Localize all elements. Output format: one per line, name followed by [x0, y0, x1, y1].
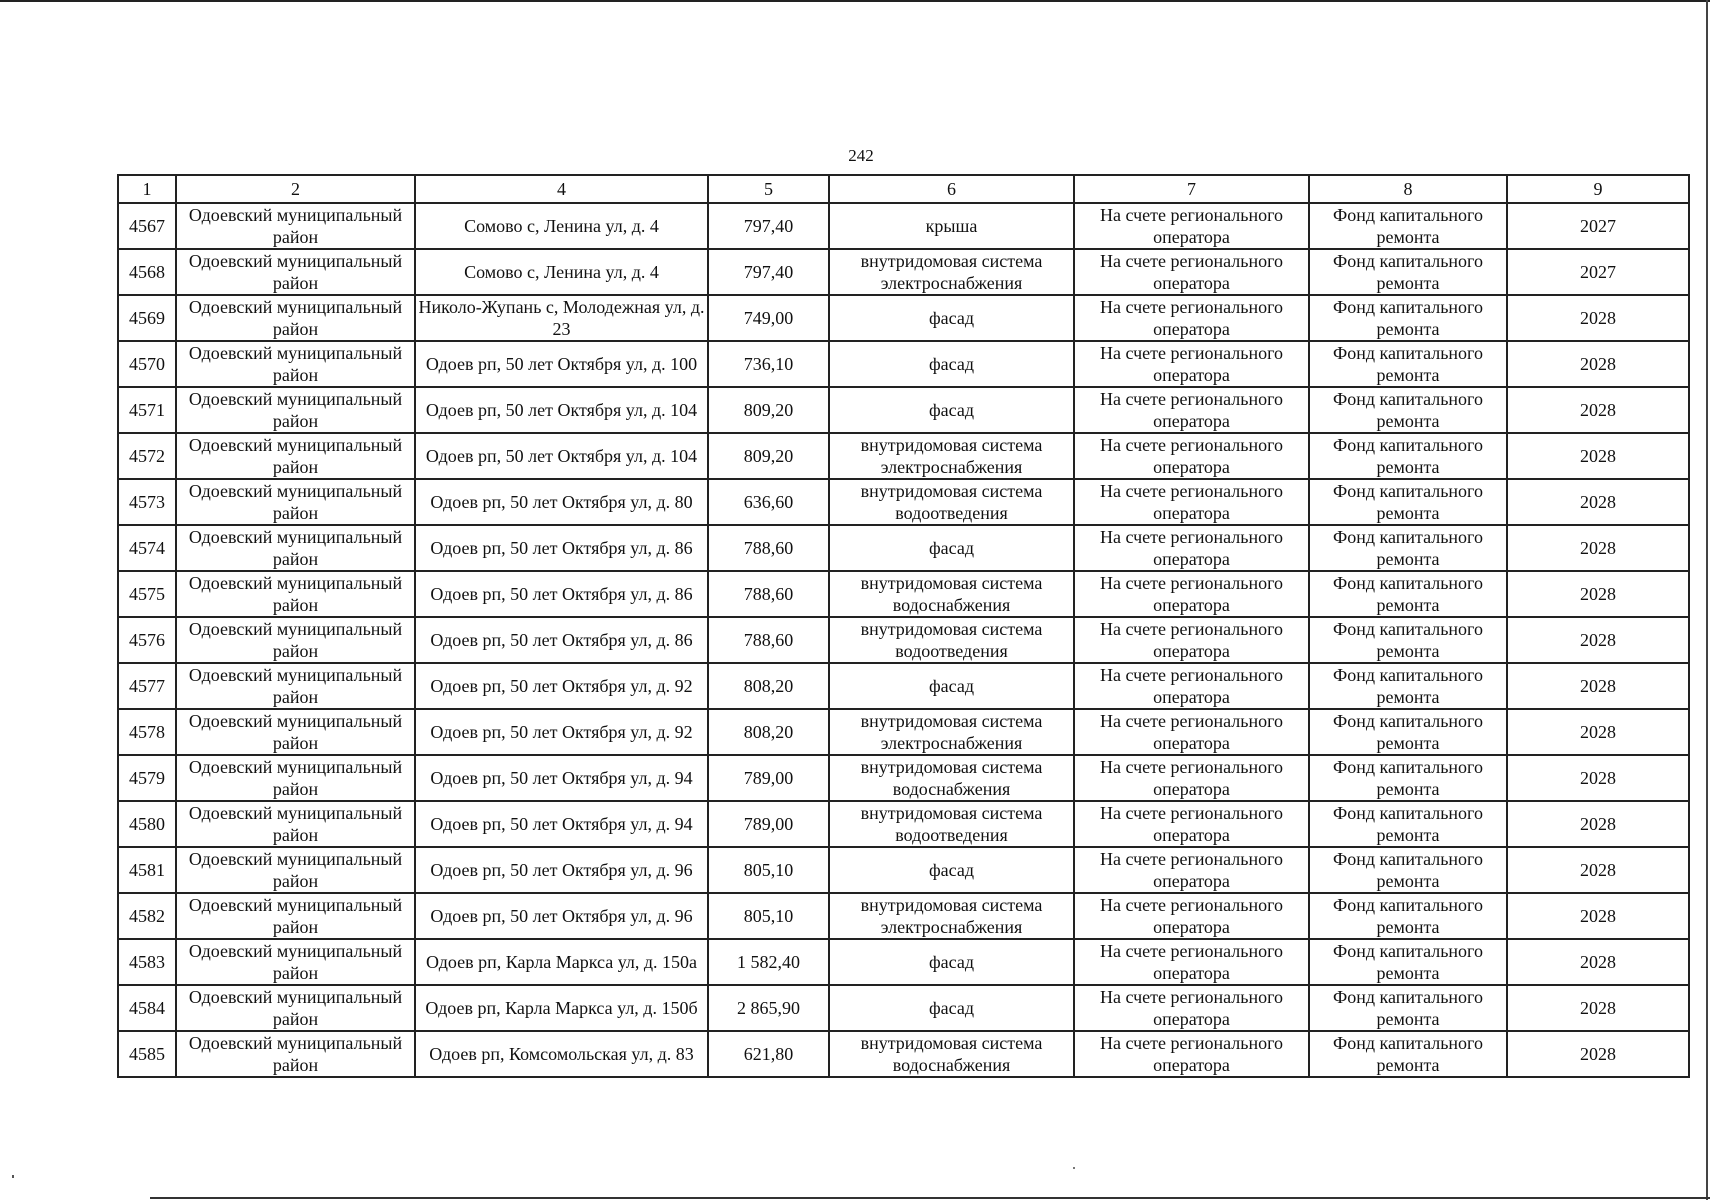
funding-source-cell: Фонд капитального ремонта	[1309, 801, 1507, 847]
municipality-cell: Одоевский муниципальный район	[176, 479, 415, 525]
scan-top-edge	[0, 0, 1710, 2]
table-row	[118, 847, 1689, 893]
address-cell: Одоев рп, 50 лет Октября ул, д. 100	[415, 341, 708, 387]
scan-speck	[1073, 1167, 1075, 1169]
year-cell: 2028	[1507, 801, 1689, 847]
year-cell: 2028	[1507, 709, 1689, 755]
address-cell: Сомово с, Ленина ул, д. 4	[415, 249, 708, 295]
area-cell: 1 582,40	[708, 939, 829, 985]
area-cell: 2 865,90	[708, 985, 829, 1031]
account-method-cell: На счете регионального оператора	[1074, 295, 1309, 341]
work-type-cell: внутридомовая система водоснабжения	[829, 571, 1074, 617]
year-cell: 2028	[1507, 893, 1689, 939]
municipality-cell: Одоевский муниципальный район	[176, 985, 415, 1031]
address-cell: Одоев рп, 50 лет Октября ул, д. 94	[415, 755, 708, 801]
funding-source-cell: Фонд капитального ремонта	[1309, 341, 1507, 387]
year-cell: 2028	[1507, 433, 1689, 479]
account-method-cell: На счете регионального оператора	[1074, 801, 1309, 847]
area-cell: 797,40	[708, 203, 829, 249]
municipality-cell: Одоевский муниципальный район	[176, 663, 415, 709]
area-cell: 805,10	[708, 847, 829, 893]
account-method-cell: На счете регионального оператора	[1074, 893, 1309, 939]
funding-source-cell: Фонд капитального ремонта	[1309, 295, 1507, 341]
row-number-cell: 4578	[118, 709, 176, 755]
municipality-cell: Одоевский муниципальный район	[176, 341, 415, 387]
scan-speck	[12, 1175, 14, 1178]
account-method-cell: На счете регионального оператора	[1074, 847, 1309, 893]
table-row	[118, 663, 1689, 709]
funding-source-cell: Фонд капитального ремонта	[1309, 571, 1507, 617]
column-header: 2	[176, 175, 415, 203]
header-row	[118, 175, 1689, 203]
account-method-cell: На счете регионального оператора	[1074, 525, 1309, 571]
year-cell: 2028	[1507, 571, 1689, 617]
municipality-cell: Одоевский муниципальный район	[176, 847, 415, 893]
table-row	[118, 387, 1689, 433]
column-header: 1	[118, 175, 176, 203]
table-row	[118, 433, 1689, 479]
address-cell: Одоев рп, 50 лет Октября ул, д. 86	[415, 571, 708, 617]
area-cell: 808,20	[708, 709, 829, 755]
work-type-cell: внутридомовая система электроснабжения	[829, 893, 1074, 939]
column-header: 7	[1074, 175, 1309, 203]
area-cell: 788,60	[708, 617, 829, 663]
scan-right-edge	[1706, 0, 1708, 1200]
funding-source-cell: Фонд капитального ремонта	[1309, 525, 1507, 571]
funding-source-cell: Фонд капитального ремонта	[1309, 847, 1507, 893]
table-row	[118, 203, 1689, 249]
municipality-cell: Одоевский муниципальный район	[176, 571, 415, 617]
work-type-cell: фасад	[829, 939, 1074, 985]
row-number-cell: 4576	[118, 617, 176, 663]
work-type-cell: фасад	[829, 341, 1074, 387]
account-method-cell: На счете регионального оператора	[1074, 479, 1309, 525]
municipality-cell: Одоевский муниципальный район	[176, 295, 415, 341]
municipality-cell: Одоевский муниципальный район	[176, 939, 415, 985]
work-type-cell: фасад	[829, 387, 1074, 433]
area-cell: 808,20	[708, 663, 829, 709]
account-method-cell: На счете регионального оператора	[1074, 571, 1309, 617]
scan-bottom-edge	[150, 1197, 1710, 1199]
address-cell: Одоев рп, 50 лет Октября ул, д. 104	[415, 387, 708, 433]
table-row	[118, 617, 1689, 663]
account-method-cell: На счете регионального оператора	[1074, 663, 1309, 709]
row-number-cell: 4583	[118, 939, 176, 985]
work-type-cell: фасад	[829, 985, 1074, 1031]
row-number-cell: 4580	[118, 801, 176, 847]
address-cell: Одоев рп, 50 лет Октября ул, д. 94	[415, 801, 708, 847]
table-row	[118, 1031, 1689, 1077]
work-type-cell: внутридомовая система электроснабжения	[829, 249, 1074, 295]
address-cell: Одоев рп, 50 лет Октября ул, д. 104	[415, 433, 708, 479]
address-cell: Одоев рп, 50 лет Октября ул, д. 96	[415, 847, 708, 893]
year-cell: 2028	[1507, 341, 1689, 387]
work-type-cell: внутридомовая система водоснабжения	[829, 755, 1074, 801]
work-type-cell: внутридомовая система электроснабжения	[829, 709, 1074, 755]
funding-source-cell: Фонд капитального ремонта	[1309, 479, 1507, 525]
work-type-cell: фасад	[829, 663, 1074, 709]
table-row	[118, 341, 1689, 387]
area-cell: 621,80	[708, 1031, 829, 1077]
table-row	[118, 571, 1689, 617]
year-cell: 2028	[1507, 1031, 1689, 1077]
account-method-cell: На счете регионального оператора	[1074, 939, 1309, 985]
funding-source-cell: Фонд капитального ремонта	[1309, 663, 1507, 709]
area-cell: 789,00	[708, 801, 829, 847]
account-method-cell: На счете регионального оператора	[1074, 985, 1309, 1031]
work-type-cell: внутридомовая система водоотведения	[829, 479, 1074, 525]
row-number-cell: 4575	[118, 571, 176, 617]
page-number: 242	[848, 146, 874, 165]
table-row	[118, 985, 1689, 1031]
year-cell: 2028	[1507, 617, 1689, 663]
row-number-cell: 4577	[118, 663, 176, 709]
funding-source-cell: Фонд капитального ремонта	[1309, 617, 1507, 663]
municipality-cell: Одоевский муниципальный район	[176, 893, 415, 939]
work-type-cell: фасад	[829, 295, 1074, 341]
municipality-cell: Одоевский муниципальный район	[176, 249, 415, 295]
table-row	[118, 939, 1689, 985]
municipality-cell: Одоевский муниципальный район	[176, 617, 415, 663]
area-cell: 809,20	[708, 433, 829, 479]
row-number-cell: 4579	[118, 755, 176, 801]
address-cell: Одоев рп, 50 лет Октября ул, д. 92	[415, 663, 708, 709]
area-cell: 797,40	[708, 249, 829, 295]
funding-source-cell: Фонд капитального ремонта	[1309, 203, 1507, 249]
municipality-cell: Одоевский муниципальный район	[176, 203, 415, 249]
area-cell: 788,60	[708, 525, 829, 571]
row-number-cell: 4581	[118, 847, 176, 893]
address-cell: Одоев рп, Комсомольская ул, д. 83	[415, 1031, 708, 1077]
table-row	[118, 801, 1689, 847]
area-cell: 736,10	[708, 341, 829, 387]
row-number-cell: 4582	[118, 893, 176, 939]
row-number-cell: 4570	[118, 341, 176, 387]
row-number-cell: 4567	[118, 203, 176, 249]
table-row	[118, 479, 1689, 525]
funding-source-cell: Фонд капитального ремонта	[1309, 249, 1507, 295]
funding-source-cell: Фонд капитального ремонта	[1309, 893, 1507, 939]
account-method-cell: На счете регионального оператора	[1074, 709, 1309, 755]
address-cell: Одоев рп, 50 лет Октября ул, д. 80	[415, 479, 708, 525]
funding-source-cell: Фонд капитального ремонта	[1309, 755, 1507, 801]
municipality-cell: Одоевский муниципальный район	[176, 433, 415, 479]
work-type-cell: фасад	[829, 847, 1074, 893]
account-method-cell: На счете регионального оператора	[1074, 341, 1309, 387]
table-body	[118, 203, 1689, 1077]
year-cell: 2028	[1507, 939, 1689, 985]
account-method-cell: На счете регионального оператора	[1074, 433, 1309, 479]
register-table	[117, 174, 1690, 1078]
municipality-cell: Одоевский муниципальный район	[176, 755, 415, 801]
municipality-cell: Одоевский муниципальный район	[176, 709, 415, 755]
address-cell: Одоев рп, Карла Маркса ул, д. 150а	[415, 939, 708, 985]
municipality-cell: Одоевский муниципальный район	[176, 1031, 415, 1077]
municipality-cell: Одоевский муниципальный район	[176, 525, 415, 571]
work-type-cell: внутридомовая система водоотведения	[829, 801, 1074, 847]
address-cell: Сомово с, Ленина ул, д. 4	[415, 203, 708, 249]
year-cell: 2028	[1507, 755, 1689, 801]
work-type-cell: внутридомовая система водоотведения	[829, 617, 1074, 663]
funding-source-cell: Фонд капитального ремонта	[1309, 433, 1507, 479]
row-number-cell: 4569	[118, 295, 176, 341]
municipality-cell: Одоевский муниципальный район	[176, 387, 415, 433]
funding-source-cell: Фонд капитального ремонта	[1309, 985, 1507, 1031]
work-type-cell: фасад	[829, 525, 1074, 571]
account-method-cell: На счете регионального оператора	[1074, 617, 1309, 663]
row-number-cell: 4568	[118, 249, 176, 295]
row-number-cell: 4572	[118, 433, 176, 479]
year-cell: 2028	[1507, 985, 1689, 1031]
address-cell: Одоев рп, 50 лет Октября ул, д. 86	[415, 525, 708, 571]
account-method-cell: На счете регионального оператора	[1074, 1031, 1309, 1077]
address-cell: Николо-Жупань с, Молодежная ул, д. 23	[415, 295, 708, 341]
column-header: 4	[415, 175, 708, 203]
account-method-cell: На счете регионального оператора	[1074, 249, 1309, 295]
area-cell: 636,60	[708, 479, 829, 525]
account-method-cell: На счете регионального оператора	[1074, 387, 1309, 433]
address-cell: Одоев рп, Карла Маркса ул, д. 150б	[415, 985, 708, 1031]
table-row	[118, 893, 1689, 939]
year-cell: 2028	[1507, 387, 1689, 433]
table-row	[118, 755, 1689, 801]
year-cell: 2028	[1507, 847, 1689, 893]
row-number-cell: 4585	[118, 1031, 176, 1077]
year-cell: 2027	[1507, 203, 1689, 249]
year-cell: 2028	[1507, 525, 1689, 571]
area-cell: 809,20	[708, 387, 829, 433]
year-cell: 2028	[1507, 479, 1689, 525]
work-type-cell: внутридомовая система водоснабжения	[829, 1031, 1074, 1077]
address-cell: Одоев рп, 50 лет Октября ул, д. 86	[415, 617, 708, 663]
account-method-cell: На счете регионального оператора	[1074, 203, 1309, 249]
table-row	[118, 525, 1689, 571]
funding-source-cell: Фонд капитального ремонта	[1309, 939, 1507, 985]
funding-source-cell: Фонд капитального ремонта	[1309, 1031, 1507, 1077]
row-number-cell: 4584	[118, 985, 176, 1031]
year-cell: 2028	[1507, 663, 1689, 709]
column-header: 5	[708, 175, 829, 203]
municipality-cell: Одоевский муниципальный район	[176, 801, 415, 847]
row-number-cell: 4571	[118, 387, 176, 433]
table-row	[118, 709, 1689, 755]
row-number-cell: 4573	[118, 479, 176, 525]
year-cell: 2027	[1507, 249, 1689, 295]
address-cell: Одоев рп, 50 лет Октября ул, д. 96	[415, 893, 708, 939]
table-row	[118, 249, 1689, 295]
account-method-cell: На счете регионального оператора	[1074, 755, 1309, 801]
area-cell: 789,00	[708, 755, 829, 801]
column-header: 6	[829, 175, 1074, 203]
row-number-cell: 4574	[118, 525, 176, 571]
area-cell: 788,60	[708, 571, 829, 617]
work-type-cell: внутридомовая система электроснабжения	[829, 433, 1074, 479]
work-type-cell: крыша	[829, 203, 1074, 249]
address-cell: Одоев рп, 50 лет Октября ул, д. 92	[415, 709, 708, 755]
table-row	[118, 295, 1689, 341]
area-cell: 805,10	[708, 893, 829, 939]
funding-source-cell: Фонд капитального ремонта	[1309, 709, 1507, 755]
column-header: 8	[1309, 175, 1507, 203]
column-header: 9	[1507, 175, 1689, 203]
year-cell: 2028	[1507, 295, 1689, 341]
funding-source-cell: Фонд капитального ремонта	[1309, 387, 1507, 433]
table-header	[118, 175, 1689, 203]
area-cell: 749,00	[708, 295, 829, 341]
